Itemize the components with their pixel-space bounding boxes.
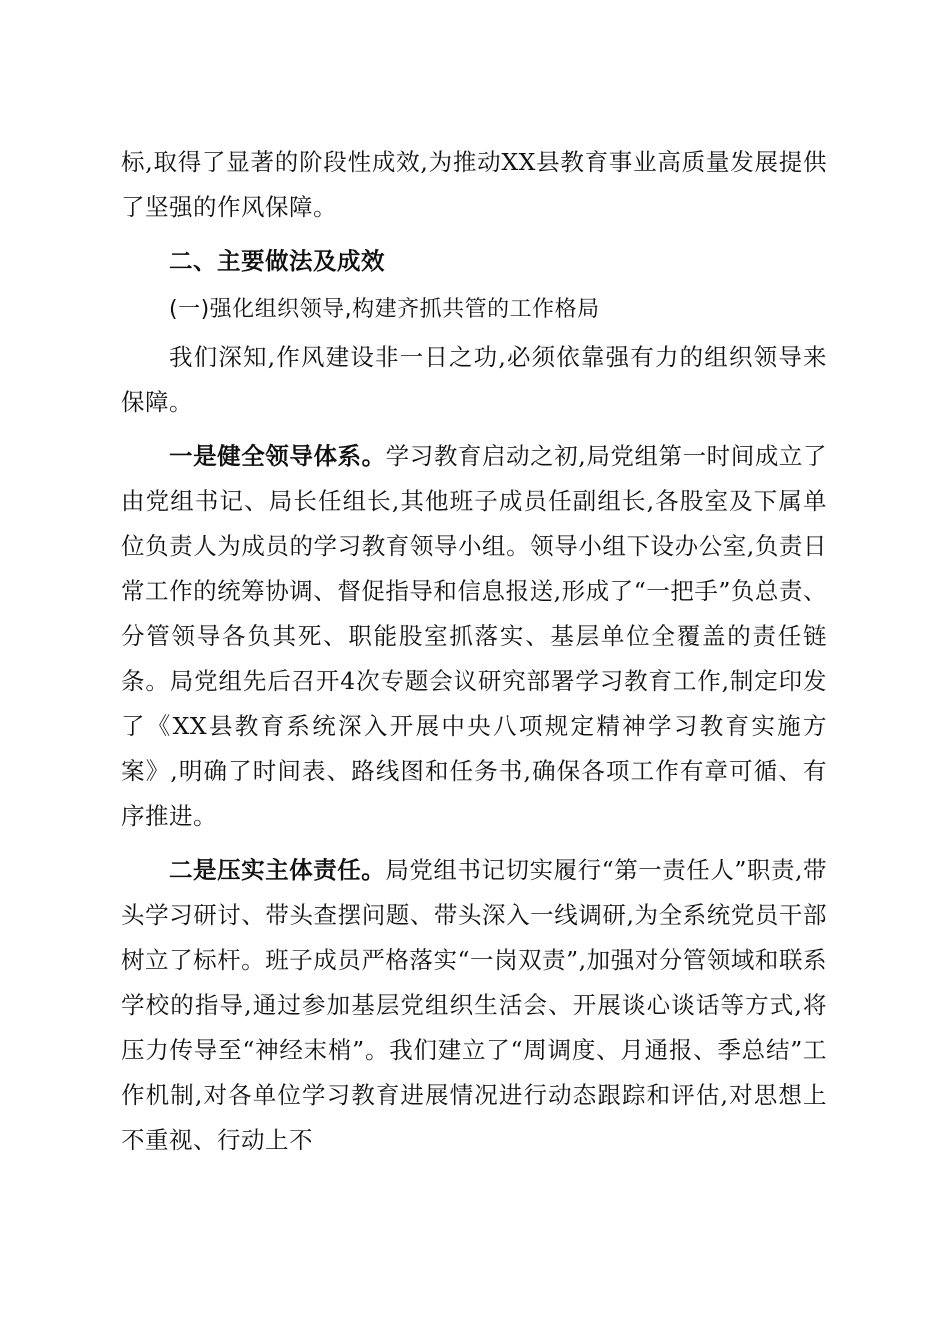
paragraph-lead-2: 二是压实主体责任。 bbox=[169, 856, 386, 884]
paragraph-responsibility bbox=[121, 848, 827, 1163]
paragraph-body-2: 局党组书记切实履行“第一责任人”职责,带头学习研讨、带头查摆问题、带头深入一线调研,为全系统党员干部树立了标杆。班子成员严格落实“一岗双责”,加强对分管领域和联系学校的指导,通过参加基层党组织生活会、开展谈心谈话等方式,将压力传导至“神经末梢”。我们建立了“周调度、月通报、季总结”工作机制,对各单位学习教育进展情况进行动态跟踪和评估,对思想上不重视、行动上不 bbox=[121, 856, 828, 1154]
paragraph-continuation: 标,取得了显著的阶段性成效,为推动XX县教育事业高质量发展提供了坚强的作风保障。 bbox=[121, 148, 827, 221]
paragraph-leadership-system bbox=[121, 434, 827, 839]
paragraph-body-1: 学习教育启动之初,局党组第一时间成立了由党组书记、局长任组长,其他班子成员任副组长,各股室及下属单位负责人为成员的学习教育领导小组。领导小组下设办公室,负责日常工作的统筹协调、督促指导和信息报送,形成了“一把手”负总责、分管领导各负其死、职能股室抓落实、基层单位全覆盖的责任链条。局党组先后召开4次专题会议研究部署学习教育工作,制定印发了《XX县教育系统深入开展中央八项规定精神学习教育实施方案》,明确了时间表、路线图和任务书,确保各项工作有章可循、有序推进。 bbox=[121, 442, 827, 830]
section-heading: 二、主要做法及成效 bbox=[169, 247, 385, 275]
paragraph-lead-1: 一是健全领导体系。 bbox=[169, 442, 386, 470]
paragraph-intro: 我们深知,作风建设非一日之功,必须依靠强有力的组织领导来保障。 bbox=[121, 343, 827, 416]
subsection-heading: (一)强化组织领导,构建齐抓共管的工作格局 bbox=[169, 297, 600, 322]
document-body bbox=[121, 140, 827, 1163]
